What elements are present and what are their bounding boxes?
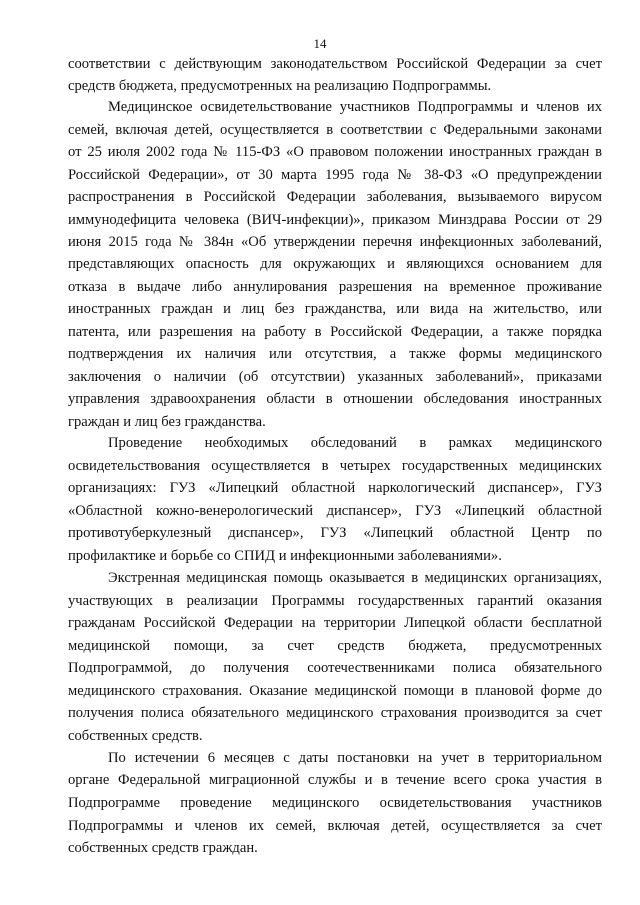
text-line: заключения о наличии (об отсутствии) указанных заболеваний», приказами	[68, 369, 602, 385]
text-line: организациях: ГУЗ «Липецкий областной наркологический диспансер», ГУЗ	[68, 480, 602, 496]
text-line: соответствии с действующим законодательством Российской Федерации за счет	[68, 56, 602, 72]
text-line: Подпрограмме проведение медицинского освидетельствования участников	[68, 795, 602, 811]
text-line: профилактике и борьбе со СПИД и инфекционными заболеваниями».	[68, 548, 502, 564]
text-line: июня 2015 года № 384н «Об утверждении перечня инфекционных заболеваний,	[68, 234, 602, 250]
text-line: средств бюджета, предусмотренных на реализацию Подпрограммы.	[68, 78, 492, 94]
text-line: противотуберкулезный диспансер», ГУЗ «Липецкий областной Центр по	[68, 525, 602, 541]
text-line: Экстренная медицинская помощь оказывается в медицинских организациях,	[108, 570, 602, 586]
text-line: гражданам Российской Федерации на территории Липецкой области бесплатной	[68, 615, 602, 631]
text-line: Проведение необходимых обследований в рамках медицинского	[108, 435, 602, 451]
text-line: Медицинское освидетельствование участников Подпрограммы и членов их	[108, 99, 602, 115]
text-line: Подпрограммой, до получения соотечественниками полиса обязательного	[68, 660, 602, 676]
text-line: собственных средств.	[68, 728, 203, 744]
text-line: медицинской помощи, за счет средств бюджета, предусмотренных	[68, 638, 602, 654]
text-line: иностранных граждан и лиц без гражданства, или вида на жительство, или	[68, 301, 602, 317]
text-line: собственных средств граждан.	[68, 840, 258, 856]
page-number: 14	[313, 36, 327, 51]
text-line: иммунодефицита человека (ВИЧ-инфекции)», приказом Минздрава России от 29	[68, 212, 602, 228]
text-line: По истечении 6 месяцев с даты постановки на учет в территориальном	[108, 750, 602, 766]
text-line: получения полиса обязательного медицинского страхования производится за счет	[68, 705, 602, 721]
text-line: отказа в выдаче либо аннулирования разрешения на временное проживание	[68, 279, 602, 295]
text-line: участвующих в реализации Программы государственных гарантий оказания	[68, 593, 602, 609]
text-line: распространения в Российской Федерации заболевания, вызываемого вирусом	[68, 189, 602, 205]
text-line: патента, или разрешения на работу в Российской Федерации, а также порядка	[68, 324, 602, 340]
text-line: органе Федеральной миграционной службы и в течение всего срока участия в	[68, 772, 602, 788]
text-line: Российской Федерации», от 30 марта 1995 года № 38-ФЗ «О предупреждении	[68, 167, 602, 183]
text-line: граждан и лиц без гражданства.	[68, 414, 266, 430]
text-line: подтверждения их наличия или отсутствия, а также формы медицинского	[68, 346, 602, 362]
text-line: медицинского страхования. Оказание медицинской помощи в плановой форме до	[68, 683, 602, 699]
text-line: «Областной кожно-венерологический диспансер», ГУЗ «Липецкий областной	[68, 503, 602, 519]
text-line: представляющих опасность для окружающих и являющихся основанием для	[68, 256, 602, 272]
text-line: управления здравоохранения области в отношении обследования иностранных	[68, 391, 602, 407]
text-line: от 25 июля 2002 года № 115-ФЗ «О правовом положении иностранных граждан в	[68, 144, 602, 160]
text-line: Подпрограммы и членов их семей, включая детей, осуществляется за счет	[68, 818, 602, 834]
text-line: семей, включая детей, осуществляется в соответствии с Федеральными законами	[68, 122, 602, 138]
text-line: освидетельствования осуществляется в четырех государственных медицинских	[68, 458, 602, 474]
